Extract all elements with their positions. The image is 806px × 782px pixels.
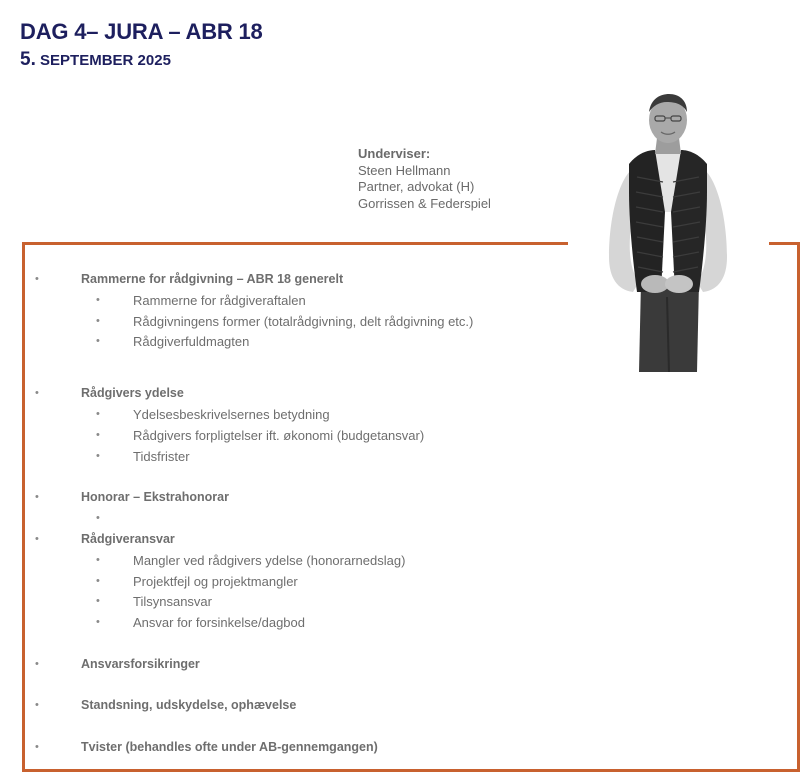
subitem-text: Projektfejl og projektmangler bbox=[133, 574, 298, 589]
topic-bullet: • bbox=[35, 658, 39, 670]
topic-title: Ansvarsforsikringer bbox=[81, 657, 200, 671]
topic-title: Rådgivers ydelse bbox=[81, 386, 184, 400]
subitem-bullet: • bbox=[96, 294, 100, 306]
topic-bullet: • bbox=[35, 741, 39, 753]
topic-bullet: • bbox=[35, 491, 39, 503]
topic-title: Rammerne for rådgivning – ABR 18 generelt bbox=[81, 272, 344, 286]
subitem-text: Tilsynsansvar bbox=[133, 594, 212, 609]
teacher-name: Steen Hellmann bbox=[358, 162, 451, 178]
subitem-text: Tidsfrister bbox=[133, 449, 190, 464]
date-rest: SEPTEMBER 2025 bbox=[35, 52, 171, 69]
teacher-firm: Gorrissen & Federspiel bbox=[358, 195, 491, 211]
subitem-bullet: • bbox=[96, 575, 100, 587]
subitem-text: Rådgivers forpligtelser ift. økonomi (budgetansvar) bbox=[133, 428, 425, 443]
subitem-bullet: • bbox=[96, 554, 100, 566]
topic-title: Honorar – Ekstrahonorar bbox=[81, 490, 229, 504]
topic-title: Tvister (behandles ofte under AB-gennemgangen) bbox=[81, 740, 378, 754]
topic-bullet: • bbox=[35, 387, 39, 399]
teacher-role: Partner, advokat (H) bbox=[358, 179, 475, 194]
date-day: 5. bbox=[20, 49, 36, 70]
subitem-bullet: • bbox=[96, 315, 100, 327]
topic-bullet: • bbox=[35, 699, 39, 711]
subitem-bullet: • bbox=[96, 512, 100, 524]
subitem-bullet: • bbox=[96, 450, 100, 462]
subitem-bullet: • bbox=[96, 616, 100, 628]
topic-title: Rådgiveransvar bbox=[81, 532, 175, 546]
subitem-text: Rådgivningens former (totalrådgivning, delt rådgivning etc.) bbox=[133, 314, 474, 329]
subitem-bullet: • bbox=[96, 408, 100, 420]
subitem-bullet: • bbox=[96, 429, 100, 441]
subitem-text: Ansvar for forsinkelse/dagbod bbox=[133, 615, 305, 630]
teacher-label: Underviser: bbox=[358, 146, 431, 161]
topic-title: Standsning, udskydelse, ophævelse bbox=[81, 698, 297, 712]
subitem-bullet: • bbox=[96, 335, 100, 347]
subitem-bullet: • bbox=[96, 595, 100, 607]
topic-bullet: • bbox=[35, 533, 39, 545]
subitem-text: Mangler ved rådgivers ydelse (honorarnedslag) bbox=[133, 553, 406, 568]
subitem-text: Rammerne for rådgiveraftalen bbox=[133, 293, 306, 308]
topic-bullet: • bbox=[35, 273, 39, 285]
subitem-text: Rådgiverfuldmagten bbox=[133, 334, 250, 349]
subitem-text: Ydelsesbeskrivelsernes betydning bbox=[133, 407, 330, 422]
page-title: DAG 4– JURA – ABR 18 bbox=[20, 19, 263, 44]
